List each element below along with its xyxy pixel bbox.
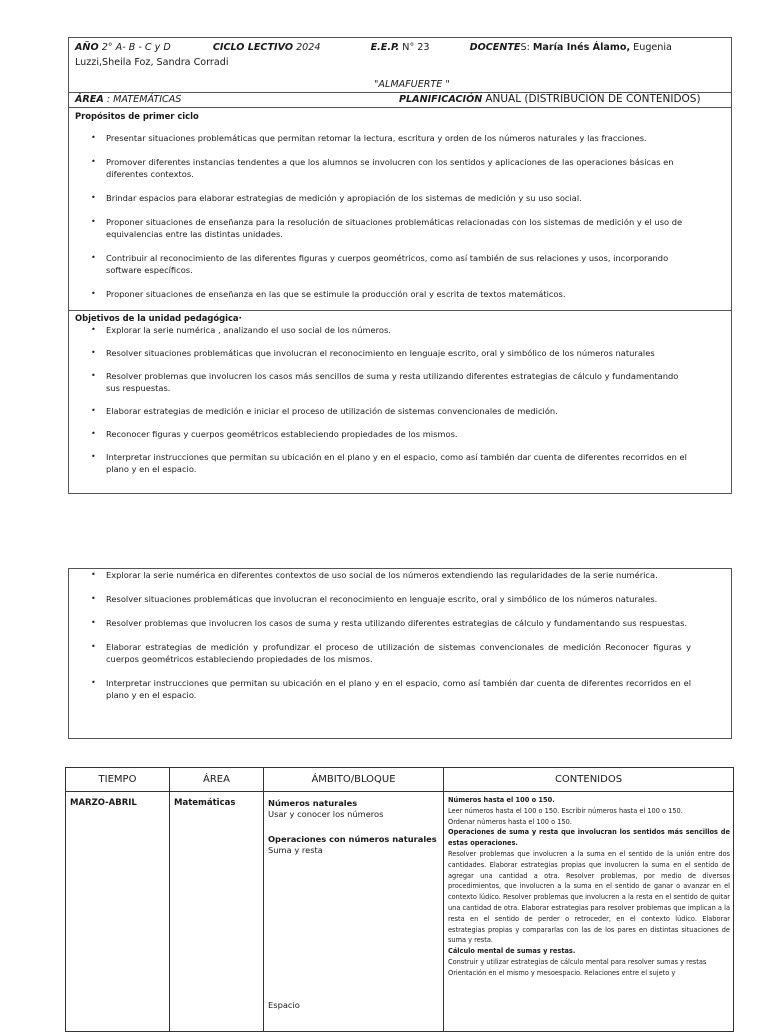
cell-contenidos <box>444 792 734 1032</box>
list-item: • Explorar la serie numérica en diferentes contextos de uso social de los números extendiendo las regularidades de la serie numérica. <box>69 569 731 581</box>
propositos-section <box>69 107 731 310</box>
contenido-paragraph: Resolver problemas que involucren a la suma en el sentido de la unión entre dos cantidades. Elaborar estrategias propias que involucren la suma en el sentido de agregar una cantidad a otra. Resolver problemas, por medio de diversos procedimientos, que involucren a la suma en el sentido de ganar o avanzar en el contexto lúdico. Resolver problemas que involucren a la resta en el sentido de quitar una cantidad de otra. Elaborar estrategias para resolver problemas que implican a la resta en el sentido de perder o retroceder, en el contexto lúdico. Elaborar estrategias propias y compararlas con las de los pares en distintas situaciones de suma y resta. <box>448 849 730 945</box>
ciclo-value: 2024 <box>296 42 321 53</box>
contenidos-list <box>448 795 730 979</box>
ciclo-label: CICLO LECTIVO <box>212 42 293 53</box>
header-area: ÁREA <box>170 768 264 792</box>
propositos-title: Propósitos de primer ciclo <box>75 111 199 121</box>
ano-value: 2° A- B - C y D <box>101 42 171 53</box>
ambito-title: Números naturales <box>268 798 358 808</box>
table-header-row <box>66 768 734 792</box>
list-item: • Reconocer figuras y cuerpos geométricos estableciendo propiedades de los mismos. <box>69 428 731 440</box>
header-box <box>68 37 732 494</box>
area-row <box>69 92 731 107</box>
list-item: • Contribuir al reconocimiento de las diferentes figuras y cuerpos geométricos, como así también de sus relaciones y usos, incorporando software específicos. <box>69 252 731 276</box>
contenido-paragraph: Orientación en el mismo y mesoespacio. Relaciones entre el sujeto y <box>448 968 676 977</box>
list-item: • Resolver problemas que involucren los casos más sencillos de suma y resta utilizando diferentes estrategias de cálculo y fundamentando sus respuestas. <box>69 370 731 394</box>
docentes-bold: María Inés Álamo, <box>532 42 631 53</box>
list-item: • Interpretar instrucciones que permitan su ubicación en el plano y en el espacio, como así también dar cuenta de diferentes recorridos en el plano y en el espacio. <box>69 677 731 701</box>
list-item: • Resolver situaciones problemáticas que involucran el reconocimiento en lenguaje escrito, oral y simbólico de los números naturales. <box>69 593 731 605</box>
eep-value: N° 23 <box>402 42 430 53</box>
eep-label: E.E.P. <box>370 42 400 53</box>
ano-label: AÑO <box>75 42 99 53</box>
list-item: • Elaborar estrategias de medición e iniciar el proceso de utilización de sistemas convencionales de medición. <box>69 405 731 417</box>
list-item: • Promover diferentes instancias tendentes a que los alumnos se involucren con los sentidos y aplicaciones de las operaciones básicas en diferentes contextos. <box>69 156 731 180</box>
contenido-paragraph: Ordenar números hasta el 100 o 150. <box>448 817 572 826</box>
school-name: "ALMAFUERTE " <box>374 79 450 90</box>
docentes-label: DOCENTE <box>469 42 521 53</box>
objetivos-section <box>69 310 731 475</box>
contenido-paragraph: Cálculo mental de sumas y restas. <box>448 947 576 956</box>
area-value: : MATEMÁTICAS <box>106 94 182 105</box>
list-item: • Interpretar instrucciones que permitan su ubicación en el plano y en el espacio, como así también dar cuenta de diferentes recorridos en el plano y en el espacio. <box>69 451 731 475</box>
ambito-sub: Suma y resta <box>268 845 323 855</box>
list-item: • Explorar la serie numérica , analizando el uso social de los números. <box>69 324 731 336</box>
header-ambito: ÁMBITO/BLOQUE <box>264 768 444 792</box>
list-item: • Resolver problemas que involucren los casos de suma y resta utilizando diferentes estrategias de cálculo y fundamentando sus respuestas. <box>69 617 731 629</box>
ambito-sub: Usar y conocer los números <box>268 809 384 819</box>
ambito-title: Espacio <box>268 1000 300 1010</box>
list-item: • Presentar situaciones problemáticas que permitan retomar la lectura, escritura y orden de los números naturales y las fracciones. <box>69 132 731 144</box>
objetivos-list <box>69 324 731 475</box>
plan-value: ANUAL (DISTRIBUCIÓN DE CONTENIDOS) <box>485 93 701 105</box>
objetivos-box-2 <box>68 568 732 739</box>
objetivos-title: Objetivos de la unidad pedagógica· <box>75 313 242 323</box>
ambito-title: Operaciones con números naturales <box>268 834 437 844</box>
header-tiempo: TIEMPO <box>66 768 170 792</box>
contenido-paragraph: Leer números hasta el 100 o 150. Escribir números hasta el 100 o 150. <box>448 806 683 815</box>
contenido-paragraph: Operaciones de suma y resta que involucran los sentidos más sencillos de estas operaciones. <box>448 828 730 848</box>
cell-ambito <box>264 792 444 1032</box>
objetivos2-list <box>69 569 731 701</box>
docentes-rest: Eugenia <box>633 42 672 53</box>
contenido-paragraph: Números hasta el 100 o 150. <box>448 796 555 804</box>
cell-area: Matemáticas <box>170 792 264 1032</box>
table-row <box>66 792 734 1032</box>
docentes-suffix: S: <box>520 42 530 53</box>
list-item: • Proponer situaciones de enseñanza en las que se estimule la producción oral y escrita de textos matemáticos. <box>69 288 731 300</box>
list-item: • Proponer situaciones de enseñanza para la resolución de situaciones problemáticas relacionadas con los sistemas de medición y el uso de equivalencias entre las distintas unidades. <box>69 216 731 240</box>
plan-label: PLANIFICACIÓN <box>399 94 483 105</box>
cell-tiempo: MARZO-ABRIL <box>66 792 170 1032</box>
header-contenidos: CONTENIDOS <box>444 768 734 792</box>
propositos-list <box>69 132 731 300</box>
area-label: ÁREA <box>75 94 104 105</box>
contenido-paragraph: Construir y utilizar estrategias de cálculo mental para resolver sumas y restas <box>448 957 707 966</box>
header-info <box>69 38 731 92</box>
list-item: • Elaborar estrategias de medición y profundizar el proceso de utilización de sistemas convencionales de medición Reconocer figuras y cuerpos geométricos estableciendo propiedades de los mismos. <box>69 641 731 665</box>
list-item: • Brindar espacios para elaborar estrategias de medición y apropiación de los sistemas de medición y su uso social. <box>69 192 731 204</box>
list-item: • Resolver situaciones problemáticas que involucran el reconocimiento en lenguaje escrito, oral y simbólico de los números naturales <box>69 347 731 359</box>
docentes-line2: Luzzi,Sheila Foz, Sandra Corradi <box>75 57 229 68</box>
contents-table <box>65 767 734 1032</box>
